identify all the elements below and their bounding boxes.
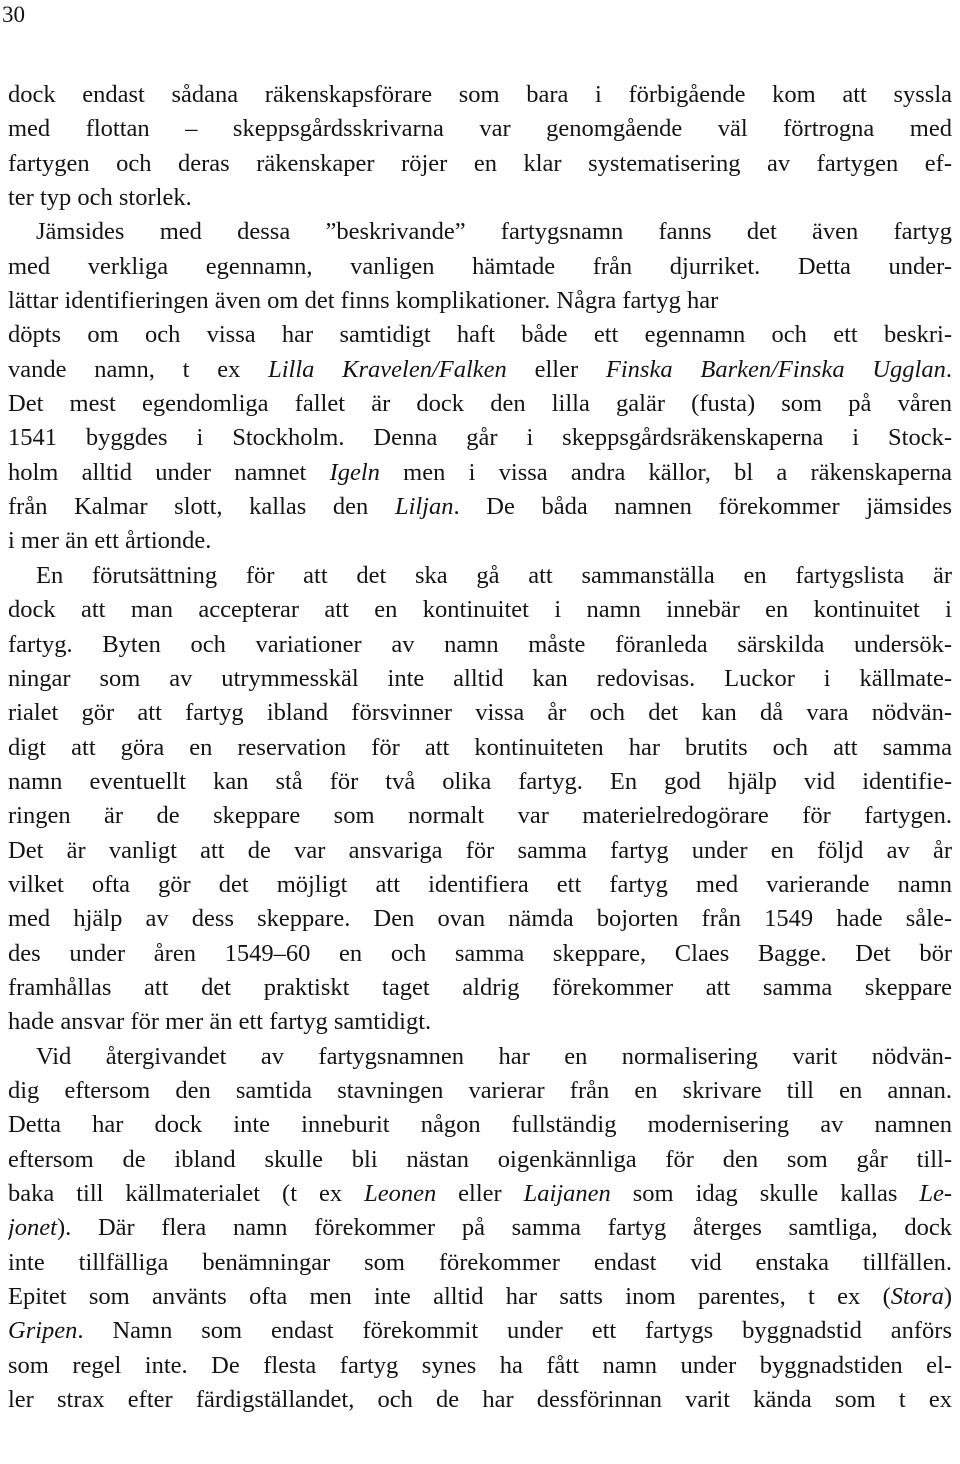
italic-text: Finska Barken/Finska Ugglan <box>605 355 946 383</box>
text-segment: döpts om och vissa har samtidigt haft både ett egennamn och ett beskri- <box>8 321 952 349</box>
text-segment: dig eftersom den samtida stavningen varierar från en skrivare till en annan. <box>8 1076 952 1104</box>
text-segment: vande namn, t ex <box>8 355 269 383</box>
text-segment: med flottan – skeppsgårdsskrivarna var genomgående väl förtrogna med <box>8 115 952 143</box>
text-line <box>8 524 952 558</box>
italic-text: Stora <box>890 1283 944 1311</box>
text-line <box>8 1040 952 1074</box>
text-segment: inte tillfälliga benämningar som förekommer endast vid enstaka tillfällen. <box>8 1248 952 1276</box>
text-segment: i mer än ett årtionde. <box>8 527 212 555</box>
text-segment: namn eventuellt kan stå för två olika fartyg. En god hjälp vid identifie- <box>8 767 952 795</box>
text-segment: En förutsättning för att det ska gå att sammanställa en fartygslista är <box>36 561 952 589</box>
page-number: 30 <box>2 2 25 27</box>
text-segment: . De båda namnen förekommer jämsides <box>453 493 952 521</box>
italic-text: Lilla Kravelen/Falken <box>268 355 507 383</box>
text-segment: som idag skulle kallas <box>610 1180 920 1207</box>
italic-text: Liljan <box>394 493 454 521</box>
body-text <box>8 78 952 1417</box>
text-line <box>8 353 952 387</box>
text-segment: rialet gör att fartyg ibland försvinner vissa år och det kan då vara nödvän- <box>8 699 952 727</box>
text-segment: vilket ofta gör det möjligt att identifiera ett fartyg med varierande namn <box>8 870 952 898</box>
text-line <box>8 834 952 868</box>
text-segment: holm alltid under namnet <box>8 458 330 486</box>
text-line <box>8 765 952 799</box>
text-line <box>8 78 952 112</box>
text-segment: . <box>945 355 952 383</box>
text-segment: Det är vanligt att de var ansvariga för samma fartyg under en följd av år <box>8 836 952 864</box>
text-line <box>8 1349 952 1383</box>
text-segment: Det mest egendomliga fallet är dock den lilla galär (fusta) som på våren <box>8 390 952 418</box>
text-segment: eller <box>436 1180 524 1207</box>
text-segment: ) <box>943 1283 952 1311</box>
text-segment: som regel inte. De flesta fartyg synes ha fått namn under byggnadstiden el- <box>8 1351 952 1379</box>
italic-text: Gripen <box>8 1317 78 1345</box>
text-segment: des under åren 1549–60 en och samma skeppare, Claes Bagge. Det bör <box>8 939 952 967</box>
text-line <box>8 387 952 421</box>
text-segment: hade ansvar för mer än ett fartyg samtidigt. <box>8 1008 432 1036</box>
text-line <box>8 1280 952 1314</box>
text-segment: från Kalmar slott, kallas den <box>8 493 395 521</box>
text-line <box>8 937 952 971</box>
text-segment: framhållas att det praktiskt taget aldrig förekommer att samma skeppare <box>8 973 952 1001</box>
text-segment: ter typ och storlek. <box>8 184 192 212</box>
text-line <box>8 490 952 524</box>
text-line <box>8 1074 952 1108</box>
text-segment: Epitet som använts ofta men inte alltid har satts inom parentes, t ex ( <box>8 1283 891 1311</box>
text-segment: fartyg. Byten och variationer av namn måste föranleda särskilda undersök- <box>8 630 952 658</box>
text-line <box>8 112 952 146</box>
italic-text: Le- <box>919 1180 952 1207</box>
text-line <box>8 731 952 765</box>
text-segment: fartygen och deras räkenskaper röjer en klar systematisering av fartygen ef- <box>8 149 952 177</box>
text-line <box>8 971 952 1005</box>
italic-text: Igeln <box>329 458 380 486</box>
text-segment: digt att göra en reservation för att kontinuiteten har brutits och att samma <box>8 733 952 761</box>
text-line <box>8 318 952 352</box>
text-line <box>8 799 952 833</box>
text-segment: Detta har dock inte inneburit någon fullständig modernisering av namnen <box>8 1111 952 1139</box>
text-line <box>8 593 952 627</box>
text-line <box>8 1383 952 1417</box>
text-segment: dock endast sådana räkenskapsförare som bara i förbigående kom att syssla <box>8 81 952 108</box>
text-line <box>8 868 952 902</box>
text-segment: eftersom de ibland skulle bli nästan oigenkännliga för den som går till- <box>8 1145 952 1173</box>
text-line <box>8 1108 952 1142</box>
text-line <box>8 1314 952 1348</box>
text-segment: dock att man accepterar att en kontinuitet i namn innebär en kontinuitet i <box>8 596 952 624</box>
text-line <box>8 1143 952 1177</box>
text-segment: med verkliga egennamn, vanligen hämtade från djurriket. Detta under- <box>8 252 952 280</box>
text-segment: ). Där flera namn förekommer på samma fartyg återges samtliga, dock <box>57 1214 952 1242</box>
text-line <box>8 147 952 181</box>
text-line <box>8 250 952 284</box>
text-segment: baka till källmaterialet (t ex <box>8 1180 365 1207</box>
italic-text: Leonen <box>364 1180 437 1207</box>
text-segment: Vid återgivandet av fartygsnamnen har en normalisering varit nödvän- <box>36 1042 952 1070</box>
text-segment: men i vissa andra källor, bl a räkenskaperna <box>379 458 952 486</box>
text-segment: eller <box>506 355 606 383</box>
text-segment: ringen är de skeppare som normalt var materielredogörare för fartygen. <box>8 802 952 830</box>
italic-text: Laijanen <box>523 1180 611 1207</box>
text-line <box>8 215 952 249</box>
text-segment: Jämsides med dessa ”beskrivande” fartygsnamn fanns det även fartyg <box>36 218 952 246</box>
text-line <box>8 628 952 662</box>
text-segment: ler strax efter färdigställandet, och de har dessförinnan varit kända som t ex <box>8 1386 952 1414</box>
text-segment: . Namn som endast förekommit under ett fartygs byggnadstid anförs <box>77 1317 952 1345</box>
text-line <box>8 284 952 318</box>
text-line <box>8 181 952 215</box>
text-line <box>8 456 952 490</box>
text-line <box>8 1177 952 1211</box>
text-line <box>8 421 952 455</box>
italic-text: jonet <box>8 1214 57 1242</box>
text-line <box>8 696 952 730</box>
text-line <box>8 1005 952 1039</box>
text-segment: 1541 byggdes i Stockholm. Denna går i skeppsgårdsräkenskaperna i Stock- <box>8 424 952 452</box>
text-line <box>8 1211 952 1245</box>
text-segment: med hjälp av dess skeppare. Den ovan nämda bojorten från 1549 hade såle- <box>8 905 952 933</box>
text-segment: lättar identifieringen även om det finns komplikationer. Några fartyg har <box>8 287 719 315</box>
text-segment: ningar som av utrymmesskäl inte alltid kan redovisas. Luckor i källmate- <box>8 664 952 692</box>
text-line <box>8 559 952 593</box>
text-line <box>8 662 952 696</box>
text-line <box>8 1246 952 1280</box>
text-line <box>8 902 952 936</box>
